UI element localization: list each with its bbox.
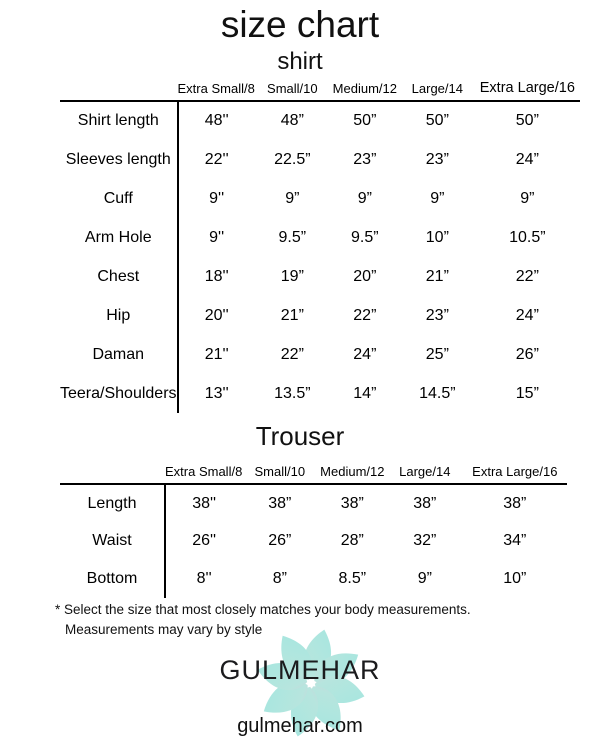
brand-name: GULMEHAR	[219, 655, 381, 685]
row-label: Chest	[60, 257, 178, 296]
column-header-large: Large/14	[387, 457, 462, 484]
size-value-cell: 38”	[413, 494, 437, 512]
size-value-cell: 34”	[503, 532, 527, 549]
row-label: Teera/Shoulders	[60, 374, 178, 413]
table-row-bottom	[60, 560, 567, 598]
trouser-header-row	[60, 457, 567, 484]
shirt-section-heading: shirt	[277, 48, 323, 75]
size-value-cell: 21”	[425, 267, 449, 285]
size-value-cell: 9.5”	[351, 228, 379, 246]
column-header-extra-small: Extra Small/8	[165, 457, 242, 484]
size-value-cell: 50”	[353, 112, 377, 129]
size-value-cell: 9''	[209, 189, 225, 207]
table-row-arm-hole	[60, 218, 580, 257]
size-value-cell: 24”	[515, 150, 539, 168]
table-row-sleeves-length	[60, 140, 580, 179]
column-header-small: Small/10	[242, 457, 317, 484]
row-label: Arm Hole	[60, 218, 178, 257]
column-header-medium: Medium/12	[330, 74, 400, 101]
size-value-cell: 21”	[280, 306, 304, 324]
empty-corner-cell	[60, 74, 178, 101]
size-value-cell: 9''	[209, 228, 225, 246]
size-value-cell: 22”	[353, 306, 377, 324]
size-value-cell: 26''	[192, 532, 217, 549]
size-value-cell: 22”	[280, 345, 304, 363]
size-value-cell: 50”	[425, 112, 449, 129]
size-value-cell: 22”	[515, 267, 539, 285]
size-value-cell: 38”	[503, 494, 527, 512]
table-row-shirt-length	[60, 101, 580, 140]
size-value-cell: 14.5”	[419, 384, 456, 402]
empty-corner-cell	[60, 457, 165, 484]
shirt-header-row	[60, 74, 580, 101]
size-value-cell: 9.5”	[278, 228, 307, 246]
row-label: Shirt length	[60, 101, 178, 140]
column-header-extra-small: Extra Small/8	[178, 74, 255, 101]
size-value-cell: 48”	[280, 112, 304, 129]
size-value-cell: 23”	[425, 306, 449, 324]
size-value-cell: 10.5”	[509, 228, 546, 246]
size-value-cell: 25”	[425, 345, 449, 363]
column-header-extra-large: Extra Large/16	[462, 457, 567, 484]
size-value-cell: 48''	[204, 112, 229, 129]
size-value-cell: 24”	[353, 345, 377, 363]
size-value-cell: 22''	[204, 150, 229, 168]
size-value-cell: 38”	[268, 494, 292, 512]
row-label: Length	[60, 484, 165, 522]
size-value-cell: 13''	[204, 384, 229, 402]
column-header-extra-large: Extra Large/16	[475, 74, 580, 101]
table-row-chest	[60, 257, 580, 296]
size-value-cell: 15”	[515, 384, 539, 402]
footnote-line-1: * Select the size that most closely matches your body measurements.	[55, 602, 471, 617]
size-value-cell: 8.5”	[338, 570, 367, 587]
size-value-cell: 18''	[204, 267, 229, 285]
size-value-cell: 8”	[272, 570, 287, 587]
size-value-cell: 9”	[285, 189, 300, 207]
row-label: Cuff	[60, 179, 178, 218]
size-value-cell: 9”	[520, 189, 535, 207]
shirt-size-table	[60, 74, 580, 413]
website-url: gulmehar.com	[237, 715, 363, 737]
table-row-cuff	[60, 179, 580, 218]
footnote-line-2: Measurements may vary by style	[65, 622, 263, 638]
trouser-size-table	[60, 457, 567, 598]
column-header-large: Large/14	[400, 74, 475, 101]
size-value-cell: 8''	[196, 570, 212, 587]
size-value-cell: 13.5”	[274, 384, 311, 402]
size-value-cell: 21''	[204, 345, 229, 363]
table-row-waist	[60, 522, 567, 560]
size-value-cell: 38”	[340, 494, 364, 512]
row-label: Waist	[60, 522, 165, 560]
trouser-section-heading: Trouser	[255, 421, 345, 451]
row-label: Daman	[60, 335, 178, 374]
row-label: Hip	[60, 296, 178, 335]
size-value-cell: 22.5”	[274, 150, 311, 168]
size-value-cell: 32”	[413, 532, 437, 549]
size-value-cell: 38''	[192, 494, 217, 512]
size-value-cell: 28”	[340, 532, 364, 549]
size-value-cell: 26”	[268, 532, 292, 549]
table-row-length	[60, 484, 567, 522]
size-value-cell: 23”	[425, 150, 449, 168]
column-header-small: Small/10	[255, 74, 330, 101]
size-value-cell: 10”	[503, 570, 527, 587]
row-label: Sleeves length	[60, 140, 178, 179]
table-row-teera-shoulders	[60, 374, 580, 413]
size-value-cell: 9”	[430, 189, 445, 207]
size-value-cell: 9”	[417, 570, 432, 587]
table-row-hip	[60, 296, 580, 335]
size-value-cell: 9”	[357, 189, 372, 207]
page-title: size chart	[220, 4, 380, 45]
size-value-cell: 14”	[353, 384, 377, 402]
size-value-cell: 20”	[353, 267, 377, 285]
size-value-cell: 19”	[280, 267, 304, 285]
row-label: Bottom	[60, 560, 165, 598]
column-header-medium: Medium/12	[317, 457, 387, 484]
size-value-cell: 20''	[204, 306, 229, 324]
size-value-cell: 26”	[515, 345, 539, 363]
size-value-cell: 50”	[515, 112, 539, 129]
size-value-cell: 24”	[515, 306, 539, 324]
table-row-daman	[60, 335, 580, 374]
size-value-cell: 23”	[353, 150, 377, 168]
size-value-cell: 10”	[425, 228, 449, 246]
